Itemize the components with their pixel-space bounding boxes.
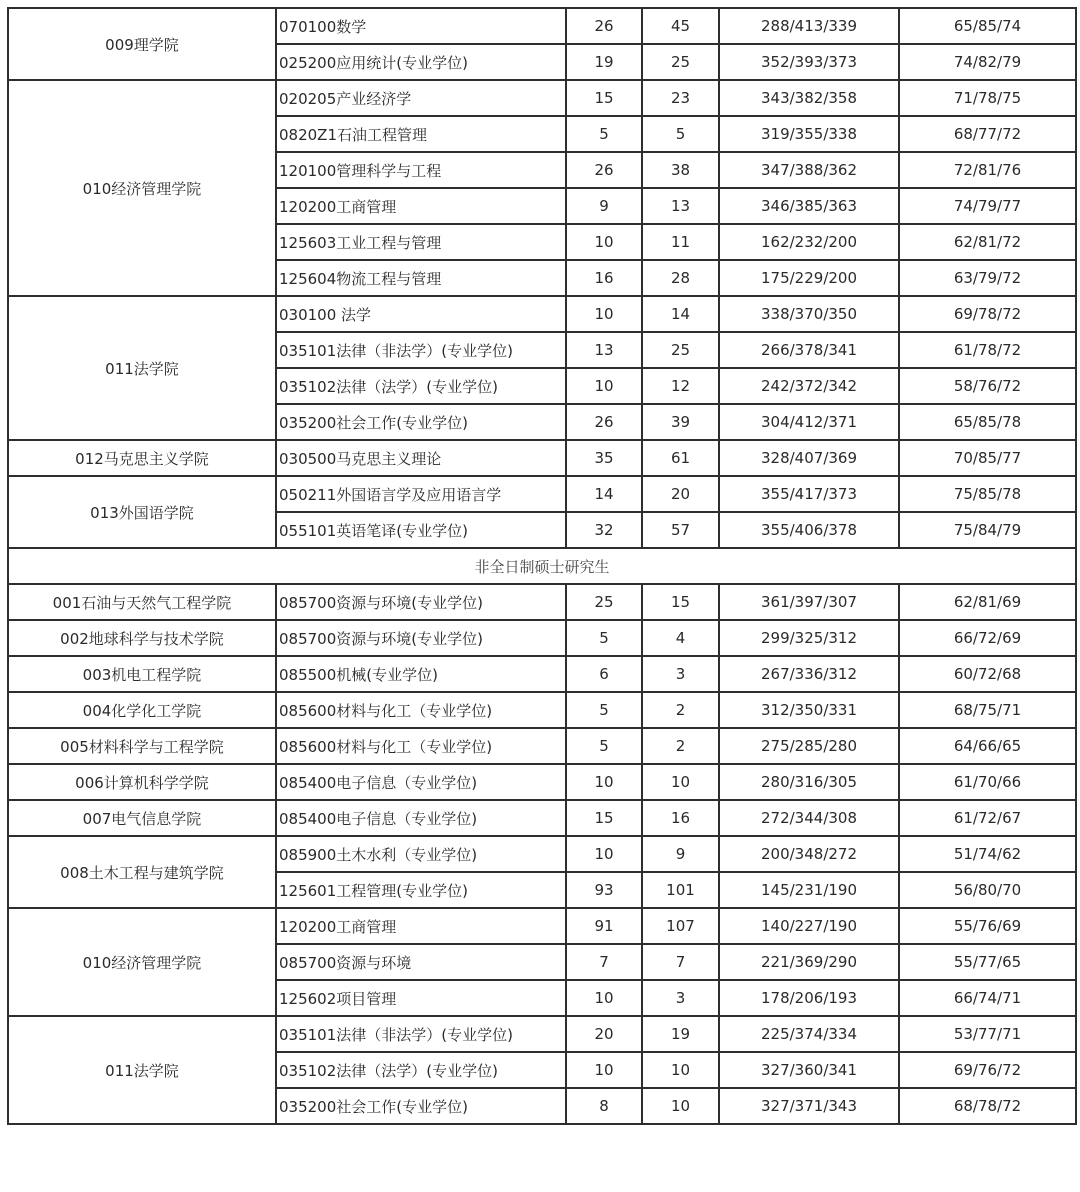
- applicant-count-cell: 10: [642, 1088, 719, 1124]
- applicant-count-cell: 13: [642, 188, 719, 224]
- admitted-count-cell: 5: [566, 728, 642, 764]
- admitted-count-cell: 13: [566, 332, 642, 368]
- total-score-cell: 343/382/358: [719, 80, 899, 116]
- politics-score-cell: 68/75/71: [899, 692, 1076, 728]
- college-cell: 011法学院: [8, 296, 276, 440]
- major-cell: 125601工程管理(专业学位): [276, 872, 566, 908]
- politics-score-cell: 66/74/71: [899, 980, 1076, 1016]
- politics-score-cell: 69/76/72: [899, 1052, 1076, 1088]
- politics-score-cell: 75/85/78: [899, 476, 1076, 512]
- table-row: [8, 584, 1076, 620]
- total-score-cell: 200/348/272: [719, 836, 899, 872]
- admitted-count-cell: 26: [566, 8, 642, 44]
- total-score-cell: 145/231/190: [719, 872, 899, 908]
- admitted-count-cell: 93: [566, 872, 642, 908]
- admitted-count-cell: 8: [566, 1088, 642, 1124]
- college-cell: 010经济管理学院: [8, 908, 276, 1016]
- admitted-count-cell: 26: [566, 404, 642, 440]
- table-row: [8, 836, 1076, 872]
- politics-score-cell: 61/72/67: [899, 800, 1076, 836]
- total-score-cell: 319/355/338: [719, 116, 899, 152]
- politics-score-cell: 63/79/72: [899, 260, 1076, 296]
- major-cell: 085700资源与环境(专业学位): [276, 584, 566, 620]
- major-cell: 125603工业工程与管理: [276, 224, 566, 260]
- politics-score-cell: 74/82/79: [899, 44, 1076, 80]
- major-cell: 035101法律（非法学）(专业学位): [276, 1016, 566, 1052]
- major-cell: 085400电子信息（专业学位): [276, 800, 566, 836]
- total-score-cell: 346/385/363: [719, 188, 899, 224]
- major-cell: 035200社会工作(专业学位): [276, 1088, 566, 1124]
- admitted-count-cell: 20: [566, 1016, 642, 1052]
- applicant-count-cell: 28: [642, 260, 719, 296]
- total-score-cell: 225/374/334: [719, 1016, 899, 1052]
- major-cell: 035102法律（法学）(专业学位): [276, 1052, 566, 1088]
- applicant-count-cell: 61: [642, 440, 719, 476]
- total-score-cell: 328/407/369: [719, 440, 899, 476]
- applicant-count-cell: 107: [642, 908, 719, 944]
- total-score-cell: 355/406/378: [719, 512, 899, 548]
- total-score-cell: 178/206/193: [719, 980, 899, 1016]
- college-cell: 008土木工程与建筑学院: [8, 836, 276, 908]
- table-row: [8, 908, 1076, 944]
- politics-score-cell: 55/77/65: [899, 944, 1076, 980]
- politics-score-cell: 58/76/72: [899, 368, 1076, 404]
- college-cell: 003机电工程学院: [8, 656, 276, 692]
- total-score-cell: 267/336/312: [719, 656, 899, 692]
- total-score-cell: 242/372/342: [719, 368, 899, 404]
- applicant-count-cell: 101: [642, 872, 719, 908]
- table-row: [8, 800, 1076, 836]
- total-score-cell: 272/344/308: [719, 800, 899, 836]
- table-row: [8, 728, 1076, 764]
- college-cell: 013外国语学院: [8, 476, 276, 548]
- total-score-cell: 327/360/341: [719, 1052, 899, 1088]
- major-cell: 035101法律（非法学）(专业学位): [276, 332, 566, 368]
- applicant-count-cell: 2: [642, 728, 719, 764]
- table-row: [8, 440, 1076, 476]
- major-cell: 025200应用统计(专业学位): [276, 44, 566, 80]
- admitted-count-cell: 10: [566, 224, 642, 260]
- admission-score-table: [7, 7, 1077, 1125]
- major-cell: 085900土木水利（专业学位): [276, 836, 566, 872]
- admitted-count-cell: 10: [566, 1052, 642, 1088]
- politics-score-cell: 56/80/70: [899, 872, 1076, 908]
- politics-score-cell: 70/85/77: [899, 440, 1076, 476]
- politics-score-cell: 74/79/77: [899, 188, 1076, 224]
- table-row: [8, 296, 1076, 332]
- politics-score-cell: 62/81/72: [899, 224, 1076, 260]
- major-cell: 120200工商管理: [276, 188, 566, 224]
- applicant-count-cell: 23: [642, 80, 719, 116]
- applicant-count-cell: 10: [642, 764, 719, 800]
- major-cell: 085700资源与环境(专业学位): [276, 620, 566, 656]
- total-score-cell: 288/413/339: [719, 8, 899, 44]
- major-cell: 035200社会工作(专业学位): [276, 404, 566, 440]
- major-cell: 020205产业经济学: [276, 80, 566, 116]
- college-cell: 007电气信息学院: [8, 800, 276, 836]
- politics-score-cell: 68/77/72: [899, 116, 1076, 152]
- total-score-cell: 338/370/350: [719, 296, 899, 332]
- major-cell: 035102法律（法学）(专业学位): [276, 368, 566, 404]
- admitted-count-cell: 16: [566, 260, 642, 296]
- total-score-cell: 355/417/373: [719, 476, 899, 512]
- major-cell: 055101英语笔译(专业学位): [276, 512, 566, 548]
- admitted-count-cell: 25: [566, 584, 642, 620]
- total-score-cell: 347/388/362: [719, 152, 899, 188]
- applicant-count-cell: 12: [642, 368, 719, 404]
- politics-score-cell: 61/78/72: [899, 332, 1076, 368]
- table-row: [8, 476, 1076, 512]
- applicant-count-cell: 39: [642, 404, 719, 440]
- admitted-count-cell: 14: [566, 476, 642, 512]
- applicant-count-cell: 9: [642, 836, 719, 872]
- college-cell: 002地球科学与技术学院: [8, 620, 276, 656]
- admitted-count-cell: 9: [566, 188, 642, 224]
- major-cell: 120200工商管理: [276, 908, 566, 944]
- total-score-cell: 304/412/371: [719, 404, 899, 440]
- total-score-cell: 280/316/305: [719, 764, 899, 800]
- politics-score-cell: 51/74/62: [899, 836, 1076, 872]
- applicant-count-cell: 20: [642, 476, 719, 512]
- applicant-count-cell: 14: [642, 296, 719, 332]
- college-cell: 004化学化工学院: [8, 692, 276, 728]
- major-cell: 085600材料与化工（专业学位): [276, 692, 566, 728]
- admitted-count-cell: 10: [566, 764, 642, 800]
- college-cell: 012马克思主义学院: [8, 440, 276, 476]
- admitted-count-cell: 15: [566, 800, 642, 836]
- politics-score-cell: 64/66/65: [899, 728, 1076, 764]
- total-score-cell: 275/285/280: [719, 728, 899, 764]
- major-cell: 0820Z1石油工程管理: [276, 116, 566, 152]
- politics-score-cell: 75/84/79: [899, 512, 1076, 548]
- college-cell: 005材料科学与工程学院: [8, 728, 276, 764]
- admitted-count-cell: 10: [566, 296, 642, 332]
- total-score-cell: 361/397/307: [719, 584, 899, 620]
- politics-score-cell: 65/85/78: [899, 404, 1076, 440]
- politics-score-cell: 61/70/66: [899, 764, 1076, 800]
- politics-score-cell: 71/78/75: [899, 80, 1076, 116]
- major-cell: 120100管理科学与工程: [276, 152, 566, 188]
- applicant-count-cell: 15: [642, 584, 719, 620]
- admitted-count-cell: 10: [566, 368, 642, 404]
- table-row: [8, 656, 1076, 692]
- applicant-count-cell: 38: [642, 152, 719, 188]
- politics-score-cell: 62/81/69: [899, 584, 1076, 620]
- college-cell: 009理学院: [8, 8, 276, 80]
- table-row: [8, 1016, 1076, 1052]
- total-score-cell: 221/369/290: [719, 944, 899, 980]
- applicant-count-cell: 5: [642, 116, 719, 152]
- total-score-cell: 299/325/312: [719, 620, 899, 656]
- admitted-count-cell: 6: [566, 656, 642, 692]
- total-score-cell: 140/227/190: [719, 908, 899, 944]
- major-cell: 050211外国语言学及应用语言学: [276, 476, 566, 512]
- total-score-cell: 162/232/200: [719, 224, 899, 260]
- major-cell: 125604物流工程与管理: [276, 260, 566, 296]
- major-cell: 085500机械(专业学位): [276, 656, 566, 692]
- admitted-count-cell: 91: [566, 908, 642, 944]
- admitted-count-cell: 5: [566, 620, 642, 656]
- politics-score-cell: 68/78/72: [899, 1088, 1076, 1124]
- total-score-cell: 327/371/343: [719, 1088, 899, 1124]
- politics-score-cell: 65/85/74: [899, 8, 1076, 44]
- applicant-count-cell: 57: [642, 512, 719, 548]
- table-row: [8, 8, 1076, 44]
- table-row: [8, 620, 1076, 656]
- table-row: [8, 692, 1076, 728]
- applicant-count-cell: 25: [642, 44, 719, 80]
- applicant-count-cell: 19: [642, 1016, 719, 1052]
- college-cell: 011法学院: [8, 1016, 276, 1124]
- applicant-count-cell: 11: [642, 224, 719, 260]
- admitted-count-cell: 35: [566, 440, 642, 476]
- total-score-cell: 312/350/331: [719, 692, 899, 728]
- table-row: [8, 80, 1076, 116]
- section-title: 非全日制硕士研究生: [8, 548, 1076, 584]
- admitted-count-cell: 10: [566, 836, 642, 872]
- major-cell: 070100数学: [276, 8, 566, 44]
- major-cell: 085600材料与化工（专业学位): [276, 728, 566, 764]
- total-score-cell: 352/393/373: [719, 44, 899, 80]
- politics-score-cell: 60/72/68: [899, 656, 1076, 692]
- politics-score-cell: 53/77/71: [899, 1016, 1076, 1052]
- major-cell: 030500马克思主义理论: [276, 440, 566, 476]
- politics-score-cell: 55/76/69: [899, 908, 1076, 944]
- major-cell: 125602项目管理: [276, 980, 566, 1016]
- college-cell: 010经济管理学院: [8, 80, 276, 296]
- major-cell: 085700资源与环境: [276, 944, 566, 980]
- applicant-count-cell: 45: [642, 8, 719, 44]
- admitted-count-cell: 32: [566, 512, 642, 548]
- politics-score-cell: 66/72/69: [899, 620, 1076, 656]
- admitted-count-cell: 5: [566, 692, 642, 728]
- applicant-count-cell: 10: [642, 1052, 719, 1088]
- college-cell: 001石油与天然气工程学院: [8, 584, 276, 620]
- total-score-cell: 175/229/200: [719, 260, 899, 296]
- total-score-cell: 266/378/341: [719, 332, 899, 368]
- applicant-count-cell: 4: [642, 620, 719, 656]
- major-cell: 085400电子信息（专业学位): [276, 764, 566, 800]
- politics-score-cell: 72/81/76: [899, 152, 1076, 188]
- college-cell: 006计算机科学学院: [8, 764, 276, 800]
- applicant-count-cell: 3: [642, 980, 719, 1016]
- applicant-count-cell: 3: [642, 656, 719, 692]
- admitted-count-cell: 10: [566, 980, 642, 1016]
- applicant-count-cell: 16: [642, 800, 719, 836]
- admitted-count-cell: 5: [566, 116, 642, 152]
- section-row: [8, 548, 1076, 584]
- admitted-count-cell: 15: [566, 80, 642, 116]
- applicant-count-cell: 25: [642, 332, 719, 368]
- applicant-count-cell: 2: [642, 692, 719, 728]
- table-row: [8, 764, 1076, 800]
- major-cell: 030100 法学: [276, 296, 566, 332]
- politics-score-cell: 69/78/72: [899, 296, 1076, 332]
- applicant-count-cell: 7: [642, 944, 719, 980]
- admitted-count-cell: 19: [566, 44, 642, 80]
- admitted-count-cell: 7: [566, 944, 642, 980]
- admitted-count-cell: 26: [566, 152, 642, 188]
